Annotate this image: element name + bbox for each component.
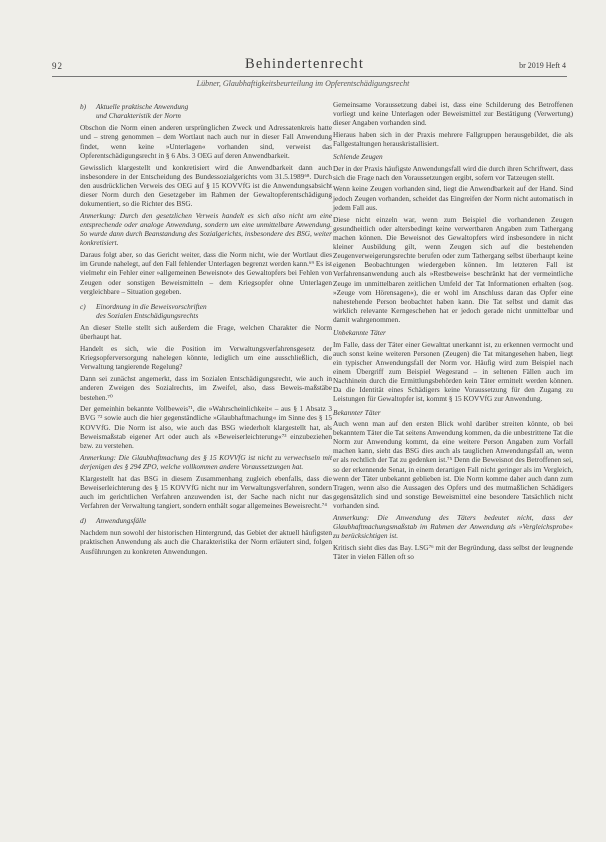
section-heading-c: c) Einordnung in die Beweisvorschriften des Sozialen Entschädigungsrechts	[80, 301, 207, 321]
paragraph: Daraus folgt aber, so das Gericht weiter, dass die Norm nicht, wie der Wortlaut dies im Grunde nahelegt, auf den Fall fehlender Unterlagen begrenzt werden kann.⁶⁹ Es ist vielmehr ein Fehler einer »allgemeinen Beweisnot« des Gewaltopfers bei Fehlen von Zeugen oder sonstigen Beweismitteln – dem Kriegsopfer ohne Unterlagen vergleichbare – Situation gegeben.	[80, 250, 332, 296]
paragraph: Wenn keine Zeugen vorhanden sind, liegt die Anwendbarkeit auf der Hand. Sind jedoch Zeugen vorhanden, scheidet das Eingreifen der Norm nicht automatisch in jedem Fall aus.	[333, 184, 573, 212]
paragraph: Handelt es sich, wie die Position im Verwaltungsverfahrensgesetz der Kriegsopferversorgung nahelegen könnte, lediglich um eine ausschließlich, die Verwaltung tangierende Regelung?	[80, 344, 332, 372]
paragraph: Obschon die Norm einen anderen ursprünglichen Zweck und Adressatenkreis hatte und – streng genommen – dem Wortlaut nach auch nur in dieser Fall Anwendung findet, wenn keine »Unterlagen« vorhanden sind, verweist das Opferentschädigungsrecht in § 6 Abs. 3 OEG auf deren Anwendbarkeit.	[80, 123, 332, 160]
right-column	[333, 100, 573, 564]
paragraph: Hieraus haben sich in der Praxis mehrere Fallgruppen herausgebildet, die als Fallgestaltungen herauskristallisiert.	[333, 130, 573, 149]
paragraph: Auch wenn man auf den ersten Blick wohl darüber streiten könnte, ob bei bekanntem Täter die Tat seitens Anwendung kommen, da die unbestrittene Tat die Norm zur Anwendung kommt, da eine weitere Person Angaben zum Vorfall machen kann, sieht das BSG dies auch als tauglichen Anwendungsfall an, wenn er als rechtlich der Tat zu gedenken ist.⁷⁵ Denn die Beweisnot des Betroffenen sei, so der erkennende Senat, in einem derartigen Fall nicht geringer als im Vergleich, wenn der Täter unbekannt geblieben ist. Die Norm komme daher auch dann zum Tragen, wenn also die Aussagen des Opfers und des mutmaßlichen Schädigers gegensätzlich sind und sonstige Beweismittel eine besondere Tatsächlich nicht vorhanden sind.	[333, 418, 573, 511]
paragraph: Kritisch sieht dies das Bay. LSG⁷⁶ mit der Begründung, dass selbst der leugnende Täter in vielen Fällen oft so	[333, 543, 573, 562]
running-title: Lübner, Glaubhaftigkeitsbeurteilung im Opferentschädigungsrecht	[196, 79, 410, 88]
paragraph: Gemeinsame Voraussetzung dabei ist, dass eine Schilderung des Betroffenen vorliegt und keine Unterlagen oder Beweismittel zur Bestätigung (Verwertung) dieser Angaben vorhanden sind.	[333, 100, 573, 128]
paragraph: Klargestellt hat das BSG in diesem Zusammenhang zugleich ebenfalls, dass die Beweiserleichterung des § 15 KOVVfG nicht nur im Verwaltungsverfahren, sondern auch im gerichtlichen Verfahren anzuwenden ist, der Sache nach nicht nur das Verfahren der Verwaltung tangiert, sondern enthält sogar allgemeines Beweisrecht.⁷⁴	[80, 473, 332, 510]
paragraph: Im Falle, dass der Täter einer Gewalttat unerkannt ist, zu erkennen vermocht und auch sonst keine weiteren Personen (Zeugen) die Tat mitangesehen haben, liegt ein typischer Anwendungsfall der Norm vor. Häufig wird zum Beispiel nach einem Übergriff zum Beispiel Wegesrand – in seltenen Fällen auch im Nachhinein durch die Ermittlungsbehörden kein Täter ermittelt werden können. Da die Identität eines Schädigers keine Voraussetzung für den Zugang zu Leistungen für Gewaltopfer ist, kommt § 15 KOVVfG zur Anwendung.	[333, 339, 573, 404]
left-column	[80, 100, 332, 558]
paragraph: Der in der Praxis häufigste Anwendungsfall wird die durch ihren Schriftwert, dass sich die Frage nach den Voraussetzungen ergibt, sofern vor Tatzeugen stellt.	[333, 163, 573, 182]
note-paragraph: Anmerkung: Durch den gesetzlichen Verweis handelt es sich also nicht um eine entsprechende oder analoge Anwendung, sondern um eine unmittelbare Anwendung. So wurde dann durch Beanstandung des Sozialgerichts, insbesondere des BSG, weiter konkretisiert.	[80, 210, 332, 248]
subheading-known-offender: Bekannter Täter	[333, 407, 381, 417]
header-rule	[52, 76, 567, 77]
paragraph: Diese nicht einzeln war, wenn zum Beispiel die vorhandenen Zeugen gesundheitlich oder altersbedingt keine verwertbaren Angaben zum Tathergang machen können. Die Beweisnot des Gewaltopfers wird insbesondere in nicht kleiner Ausbildung gilt, wenn Zeugen sich auf die bestehenden Zeugenverweigerungsrechte berufen oder zum Tathergang selbst überhaupt keine eigenen Beobachtungen wiedergeben können. Im letzteren Fall ist Verfahrensanwendung auch als »Restbeweis« beschränkt hat der vermeintliche Zeuge im unmittelbaren zeitlichen Umfeld der Tat Informationen erhalten (sog. »Zeuge vom Hörensagen«), die er wohl im Anschluss daran das Opfer eine nahestehende Person beobachtet haben kann. Die Tat selbst und damit das wirklich relevante Kerngeschehen hat er jedoch gerade nicht unmittelbar und damit wahrgenommen.	[333, 214, 573, 325]
section-heading-b: b) Aktuelle praktische Anwendung und Charakteristik der Norm	[80, 102, 189, 121]
note-paragraph: Anmerkung: Die Glaubhaftmachung des § 15 KOVVfG ist nicht zu verwechseln mit derjenigen des § 294 ZPO, welche vollkommen andere Voraussetzungen hat.	[80, 452, 332, 471]
subheading-unknown-offender: Unbekannte Täter	[333, 328, 386, 338]
paragraph: Der gemeinhin bekannte Vollbeweis⁷¹, die »Wahrscheinlichkeit« – aus § 1 Absatz 3 BVG ⁷² sowie auch die hier gegenständliche »Glaubhaftmachung« im Sinne des § 15 KOVVfG. Die Norm ist also, wie auch das BSG wiederholt klargestellt hat, als Beweismaßstab eigener Art oder auch als »Beweiserleichterung«⁷³ einzubeziehen bzw. zu verstehen.	[80, 404, 332, 450]
journal-title: Behindertenrecht	[245, 56, 365, 72]
section-heading-d: d) Anwendungsfälle	[80, 516, 147, 526]
paragraph: An dieser Stelle stellt sich außerdem die Frage, welchen Charakter die Norm überhaupt hat.	[80, 323, 332, 342]
paragraph: Nachdem nun sowohl der historischen Hintergrund, das Gebiet der aktuell häufigsten praktischen Anwendung als auch die Charakteristika der Norm erläutert sind, folgen Ausführungen zu konkreten Anwendungen.	[80, 528, 332, 556]
issue-label: br 2019 Heft 4	[519, 61, 566, 70]
note-paragraph: Anmerkung: Die Anwendung des Täters bedeutet nicht, dass der Glaubhaftmachungsmaßstab im Rahmen der Anwendung als »Vergleichsprobe« zu berücksichtigen ist.	[333, 512, 573, 541]
subheading-witnesses: Schlende Zeugen	[333, 152, 383, 162]
paragraph: Gewisslich klargestellt und konkretisiert wird die Anwendbarkeit dann auch insbesondere in der Entscheidung des Bundessozialgerichts vom 31.5.1989⁶⁸. Durch den ausdrücklichen Verweis des OEG auf § 15 KOVVfG ist die Anwendungsabsicht dieser Norm durch den Gesetzgeber im Rahmen der Gewaltopferentschädigung dokumentiert, so die Richter des BSG.	[80, 162, 332, 209]
paragraph: Dann sei zunächst angemerkt, dass im Sozialen Entschädigungsrecht, wie auch in anderen Zweigen des Sozialrechts, im Zweifel, also, dass Beweis-maßstäbe bestehen.⁷⁰	[80, 374, 332, 402]
page-number: 92	[52, 61, 63, 71]
